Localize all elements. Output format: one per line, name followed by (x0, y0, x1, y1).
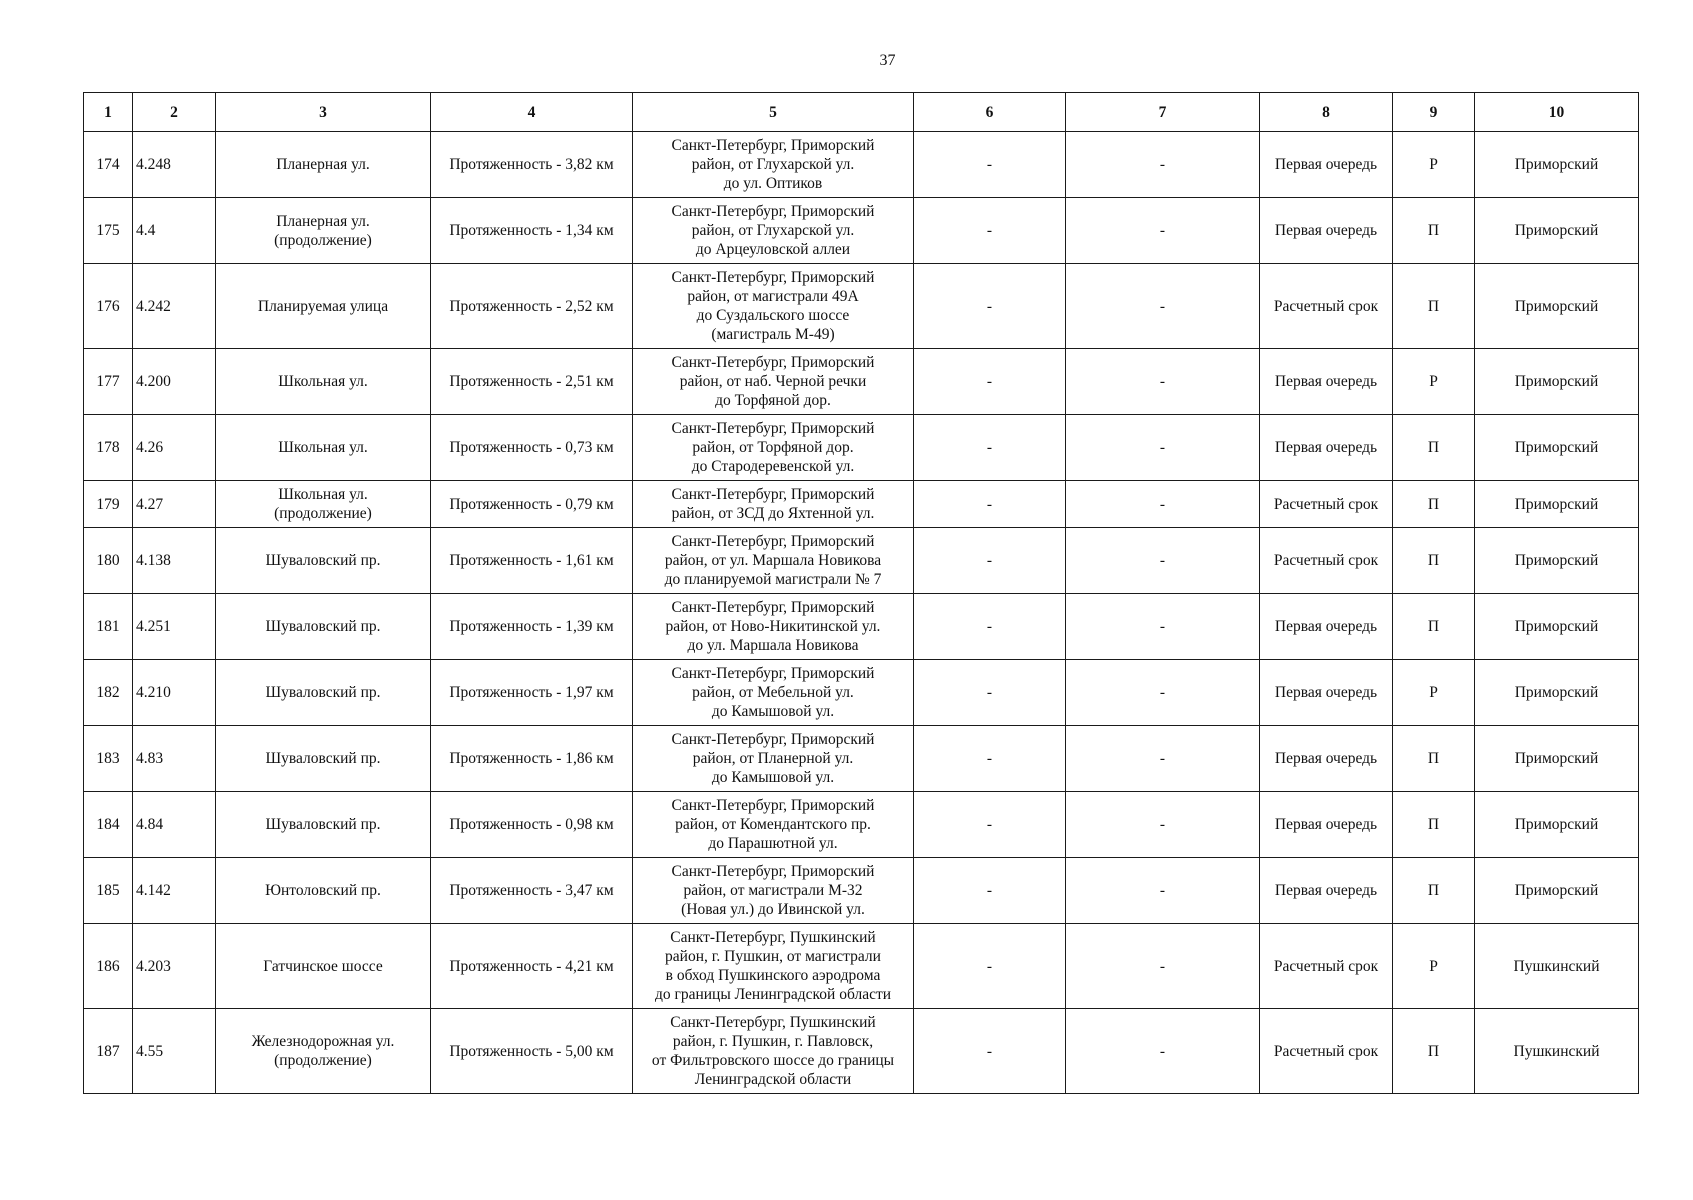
row-district: Приморский (1475, 198, 1639, 264)
table-row (84, 264, 1639, 349)
row-district: Приморский (1475, 858, 1639, 924)
header-cell-10: 10 (1475, 93, 1639, 132)
row-type: П (1393, 726, 1475, 792)
row-type: П (1393, 594, 1475, 660)
row-length: Протяженность - 1,61 км (431, 528, 633, 594)
row-stage: Первая очередь (1260, 594, 1393, 660)
row-code: 4.83 (133, 726, 216, 792)
row-street-name: Школьная ул. (216, 415, 431, 481)
row-district: Приморский (1475, 132, 1639, 198)
row-street-name: Планерная ул. (216, 132, 431, 198)
page-number: 37 (879, 52, 896, 69)
row-code: 4.210 (133, 660, 216, 726)
row-length: Протяженность - 3,47 км (431, 858, 633, 924)
row-type: П (1393, 264, 1475, 349)
table-row (84, 792, 1639, 858)
row-type: П (1393, 415, 1475, 481)
row-col6: - (914, 792, 1066, 858)
row-col6: - (914, 198, 1066, 264)
row-col6: - (914, 415, 1066, 481)
row-street-name: Юнтоловский пр. (216, 858, 431, 924)
row-type: П (1393, 792, 1475, 858)
header-cell-5: 5 (633, 93, 914, 132)
row-col6: - (914, 264, 1066, 349)
row-district: Приморский (1475, 528, 1639, 594)
row-code: 4.248 (133, 132, 216, 198)
row-address: Санкт-Петербург, Приморский район, от ЗСД до Яхтенной ул. (633, 481, 914, 528)
row-length: Протяженность - 1,34 км (431, 198, 633, 264)
header-cell-6: 6 (914, 93, 1066, 132)
row-number: 179 (84, 481, 133, 528)
row-street-name: Планируемая улица (216, 264, 431, 349)
row-type: П (1393, 198, 1475, 264)
row-col7: - (1066, 264, 1260, 349)
row-stage: Первая очередь (1260, 858, 1393, 924)
row-type: П (1393, 858, 1475, 924)
row-number: 186 (84, 924, 133, 1009)
row-district: Приморский (1475, 264, 1639, 349)
row-length: Протяженность - 4,21 км (431, 924, 633, 1009)
row-address: Санкт-Петербург, Пушкинский район, г. Пушкин, от магистрали в обход Пушкинского аэродрома до границы Ленинградской области (633, 924, 914, 1009)
row-district: Приморский (1475, 792, 1639, 858)
row-stage: Первая очередь (1260, 726, 1393, 792)
row-address: Санкт-Петербург, Приморский район, от Мебельной ул. до Камышовой ул. (633, 660, 914, 726)
row-stage: Расчетный срок (1260, 528, 1393, 594)
row-col7: - (1066, 415, 1260, 481)
row-col7: - (1066, 1009, 1260, 1094)
row-address: Санкт-Петербург, Приморский район, от магистрали 49А до Суздальского шоссе (магистраль М-49) (633, 264, 914, 349)
header-cell-2: 2 (133, 93, 216, 132)
row-col6: - (914, 726, 1066, 792)
row-district: Пушкинский (1475, 924, 1639, 1009)
row-length: Протяженность - 5,00 км (431, 1009, 633, 1094)
road-table (83, 92, 1639, 1094)
row-code: 4.84 (133, 792, 216, 858)
row-code: 4.142 (133, 858, 216, 924)
row-type: Р (1393, 924, 1475, 1009)
row-number: 181 (84, 594, 133, 660)
row-col6: - (914, 1009, 1066, 1094)
row-type: Р (1393, 132, 1475, 198)
row-number: 175 (84, 198, 133, 264)
row-col7: - (1066, 858, 1260, 924)
table-row (84, 528, 1639, 594)
row-col7: - (1066, 726, 1260, 792)
row-col7: - (1066, 132, 1260, 198)
row-code: 4.203 (133, 924, 216, 1009)
header-cell-3: 3 (216, 93, 431, 132)
row-address: Санкт-Петербург, Приморский район, от Комендантского пр. до Парашютной ул. (633, 792, 914, 858)
row-district: Приморский (1475, 481, 1639, 528)
row-street-name: Шуваловский пр. (216, 726, 431, 792)
row-district: Приморский (1475, 660, 1639, 726)
table-row (84, 1009, 1639, 1094)
row-street-name: Шуваловский пр. (216, 660, 431, 726)
row-type: Р (1393, 349, 1475, 415)
row-length: Протяженность - 2,52 км (431, 264, 633, 349)
row-number: 187 (84, 1009, 133, 1094)
row-street-name: Шуваловский пр. (216, 792, 431, 858)
row-address: Санкт-Петербург, Пушкинский район, г. Пушкин, г. Павловск, от Фильтровского шоссе до границы Ленинградской области (633, 1009, 914, 1094)
row-length: Протяженность - 0,98 км (431, 792, 633, 858)
table-row (84, 481, 1639, 528)
row-stage: Первая очередь (1260, 792, 1393, 858)
row-col7: - (1066, 349, 1260, 415)
row-address: Санкт-Петербург, Приморский район, от Глухарской ул. до ул. Оптиков (633, 132, 914, 198)
row-stage: Первая очередь (1260, 660, 1393, 726)
table-row (84, 924, 1639, 1009)
row-length: Протяженность - 1,39 км (431, 594, 633, 660)
row-col7: - (1066, 594, 1260, 660)
row-address: Санкт-Петербург, Приморский район, от Планерной ул. до Камышовой ул. (633, 726, 914, 792)
header-cell-4: 4 (431, 93, 633, 132)
row-address: Санкт-Петербург, Приморский район, от Торфяной дор. до Стародеревенской ул. (633, 415, 914, 481)
row-district: Пушкинский (1475, 1009, 1639, 1094)
row-col6: - (914, 660, 1066, 726)
row-street-name: Железнодорожная ул. (продолжение) (216, 1009, 431, 1094)
row-number: 176 (84, 264, 133, 349)
row-length: Протяженность - 0,79 км (431, 481, 633, 528)
table-row (84, 726, 1639, 792)
row-length: Протяженность - 0,73 км (431, 415, 633, 481)
header-cell-8: 8 (1260, 93, 1393, 132)
row-address: Санкт-Петербург, Приморский район, от наб. Черной речки до Торфяной дор. (633, 349, 914, 415)
row-col6: - (914, 132, 1066, 198)
header-cell-7: 7 (1066, 93, 1260, 132)
row-address: Санкт-Петербург, Приморский район, от Глухарской ул. до Арцеуловской аллеи (633, 198, 914, 264)
row-code: 4.138 (133, 528, 216, 594)
table-row (84, 594, 1639, 660)
header-cell-1: 1 (84, 93, 133, 132)
row-stage: Первая очередь (1260, 349, 1393, 415)
row-district: Приморский (1475, 726, 1639, 792)
row-stage: Расчетный срок (1260, 924, 1393, 1009)
table-row (84, 198, 1639, 264)
row-code: 4.251 (133, 594, 216, 660)
row-length: Протяженность - 1,86 км (431, 726, 633, 792)
row-col7: - (1066, 198, 1260, 264)
row-type: П (1393, 528, 1475, 594)
row-address: Санкт-Петербург, Приморский район, от Ново-Никитинской ул. до ул. Маршала Новикова (633, 594, 914, 660)
row-address: Санкт-Петербург, Приморский район, от ул. Маршала Новикова до планируемой магистрали № 7 (633, 528, 914, 594)
row-number: 183 (84, 726, 133, 792)
header-cell-9: 9 (1393, 93, 1475, 132)
row-number: 177 (84, 349, 133, 415)
row-street-name: Шуваловский пр. (216, 594, 431, 660)
header-row (84, 93, 1639, 132)
row-col6: - (914, 528, 1066, 594)
row-col7: - (1066, 792, 1260, 858)
table-row (84, 132, 1639, 198)
table-row (84, 858, 1639, 924)
row-district: Приморский (1475, 415, 1639, 481)
row-number: 184 (84, 792, 133, 858)
row-code: 4.27 (133, 481, 216, 528)
row-street-name: Школьная ул. (продолжение) (216, 481, 431, 528)
row-stage: Расчетный срок (1260, 264, 1393, 349)
row-number: 182 (84, 660, 133, 726)
row-col6: - (914, 858, 1066, 924)
row-type: П (1393, 481, 1475, 528)
row-number: 185 (84, 858, 133, 924)
table-row (84, 660, 1639, 726)
row-street-name: Планерная ул. (продолжение) (216, 198, 431, 264)
row-stage: Первая очередь (1260, 415, 1393, 481)
row-street-name: Школьная ул. (216, 349, 431, 415)
row-code: 4.200 (133, 349, 216, 415)
row-code: 4.242 (133, 264, 216, 349)
row-length: Протяженность - 1,97 км (431, 660, 633, 726)
row-stage: Первая очередь (1260, 198, 1393, 264)
row-col7: - (1066, 924, 1260, 1009)
row-number: 180 (84, 528, 133, 594)
row-stage: Расчетный срок (1260, 1009, 1393, 1094)
row-col6: - (914, 349, 1066, 415)
table-row (84, 349, 1639, 415)
row-code: 4.26 (133, 415, 216, 481)
row-street-name: Гатчинское шоссе (216, 924, 431, 1009)
row-number: 178 (84, 415, 133, 481)
row-address: Санкт-Петербург, Приморский район, от магистрали М-32 (Новая ул.) до Ивинской ул. (633, 858, 914, 924)
row-district: Приморский (1475, 594, 1639, 660)
row-length: Протяженность - 2,51 км (431, 349, 633, 415)
row-stage: Первая очередь (1260, 132, 1393, 198)
row-type: Р (1393, 660, 1475, 726)
row-col6: - (914, 924, 1066, 1009)
row-type: П (1393, 1009, 1475, 1094)
row-stage: Расчетный срок (1260, 481, 1393, 528)
row-length: Протяженность - 3,82 км (431, 132, 633, 198)
row-col7: - (1066, 528, 1260, 594)
row-col6: - (914, 481, 1066, 528)
row-col7: - (1066, 481, 1260, 528)
row-street-name: Шуваловский пр. (216, 528, 431, 594)
row-col7: - (1066, 660, 1260, 726)
row-number: 174 (84, 132, 133, 198)
table-row (84, 415, 1639, 481)
row-code: 4.55 (133, 1009, 216, 1094)
row-code: 4.4 (133, 198, 216, 264)
row-col6: - (914, 594, 1066, 660)
row-district: Приморский (1475, 349, 1639, 415)
